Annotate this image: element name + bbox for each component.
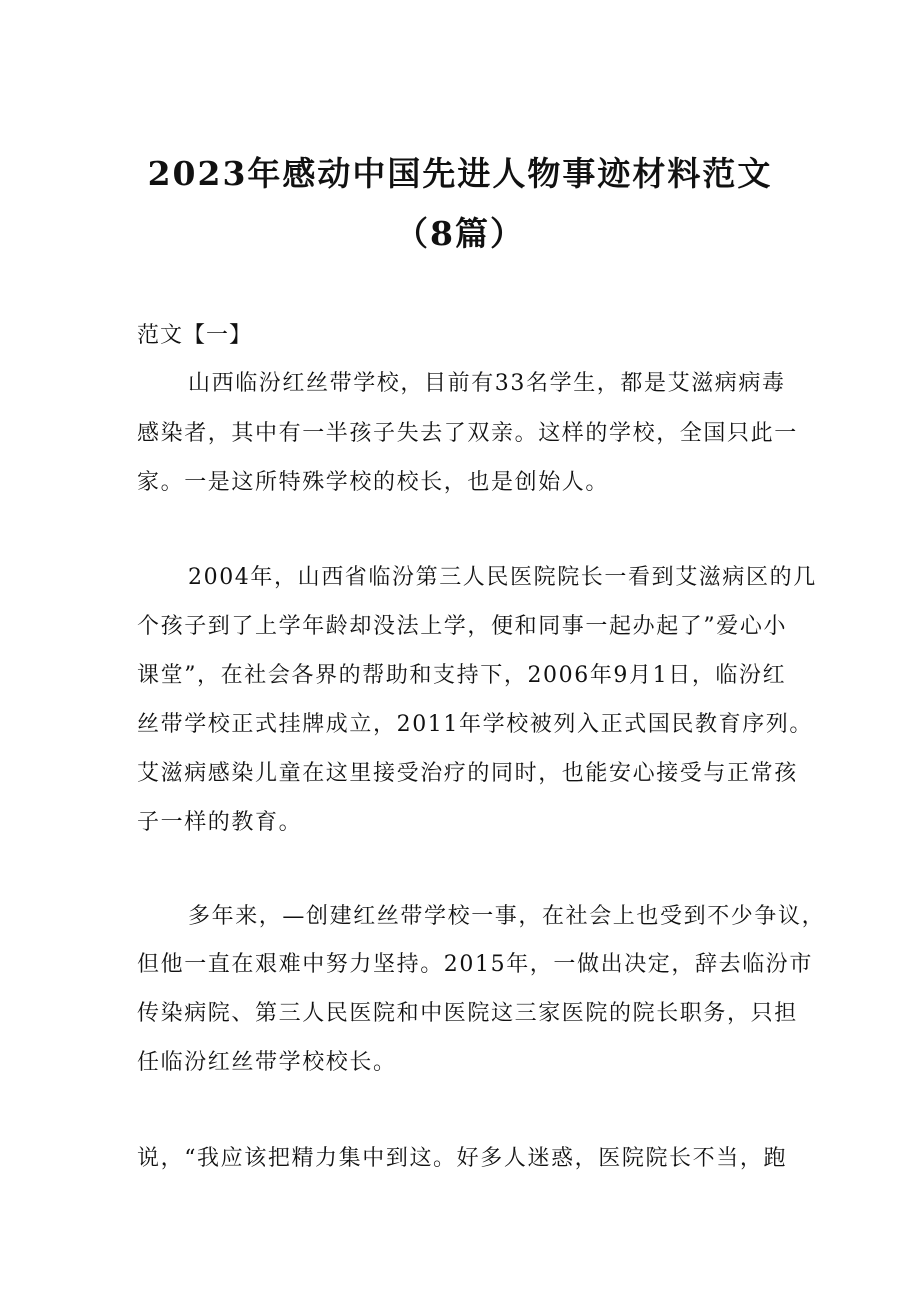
- document-title: 2023年感动中国先进人物事迹材料范文: [147, 154, 773, 193]
- paragraph-line: 感染者，其中有一半孩子失去了双亲。这样的学校，全国只此一: [137, 421, 798, 446]
- paragraph-line: 丝带学校正式挂牌成立，2011年学校被列入正式国民教育序列。: [137, 712, 813, 737]
- paragraph-line: 课堂”，在社会各界的帮助和支持下，2006年9月1日，临汾红: [137, 663, 787, 688]
- paragraph-line: 子一样的教育。: [137, 810, 303, 835]
- paragraph-line: 2004年，山西省临汾第三人民医院院长一看到艾滋病区的几: [188, 565, 817, 590]
- paragraph-line: 家。一是这所特殊学校的校长，也是创始人。: [137, 470, 610, 495]
- paragraph-line: 说，“我应该把精力集中到这。好多人迷惑，医院院长不当，跑: [137, 1146, 788, 1171]
- paragraph-line: 任临汾红丝带学校校长。: [137, 1050, 397, 1075]
- paragraph-line: 多年来，—创建红丝带学校一事，在社会上也受到不少争议，: [188, 904, 826, 929]
- paragraph-line: 个孩子到了上学年龄却没法上学，便和同事一起办起了”爱心小: [137, 614, 788, 639]
- paragraph-line: 传染病院、第三人民医院和中医院这三家医院的院长职务，只担: [137, 1001, 798, 1026]
- section-heading: 范文【一】: [137, 323, 253, 348]
- paragraph-line: 艾滋病感染儿童在这里接受治疗的同时，也能安心接受与正常孩: [137, 761, 798, 786]
- document-title-subtitle: （8篇）: [395, 214, 525, 253]
- paragraph-line: 但他一直在艰难中努力坚持。2015年，一做出决定，辞去临汾市: [137, 952, 813, 977]
- paragraph-line: 山西临汾红丝带学校，目前有33名学生，都是艾滋病病毒: [188, 371, 786, 396]
